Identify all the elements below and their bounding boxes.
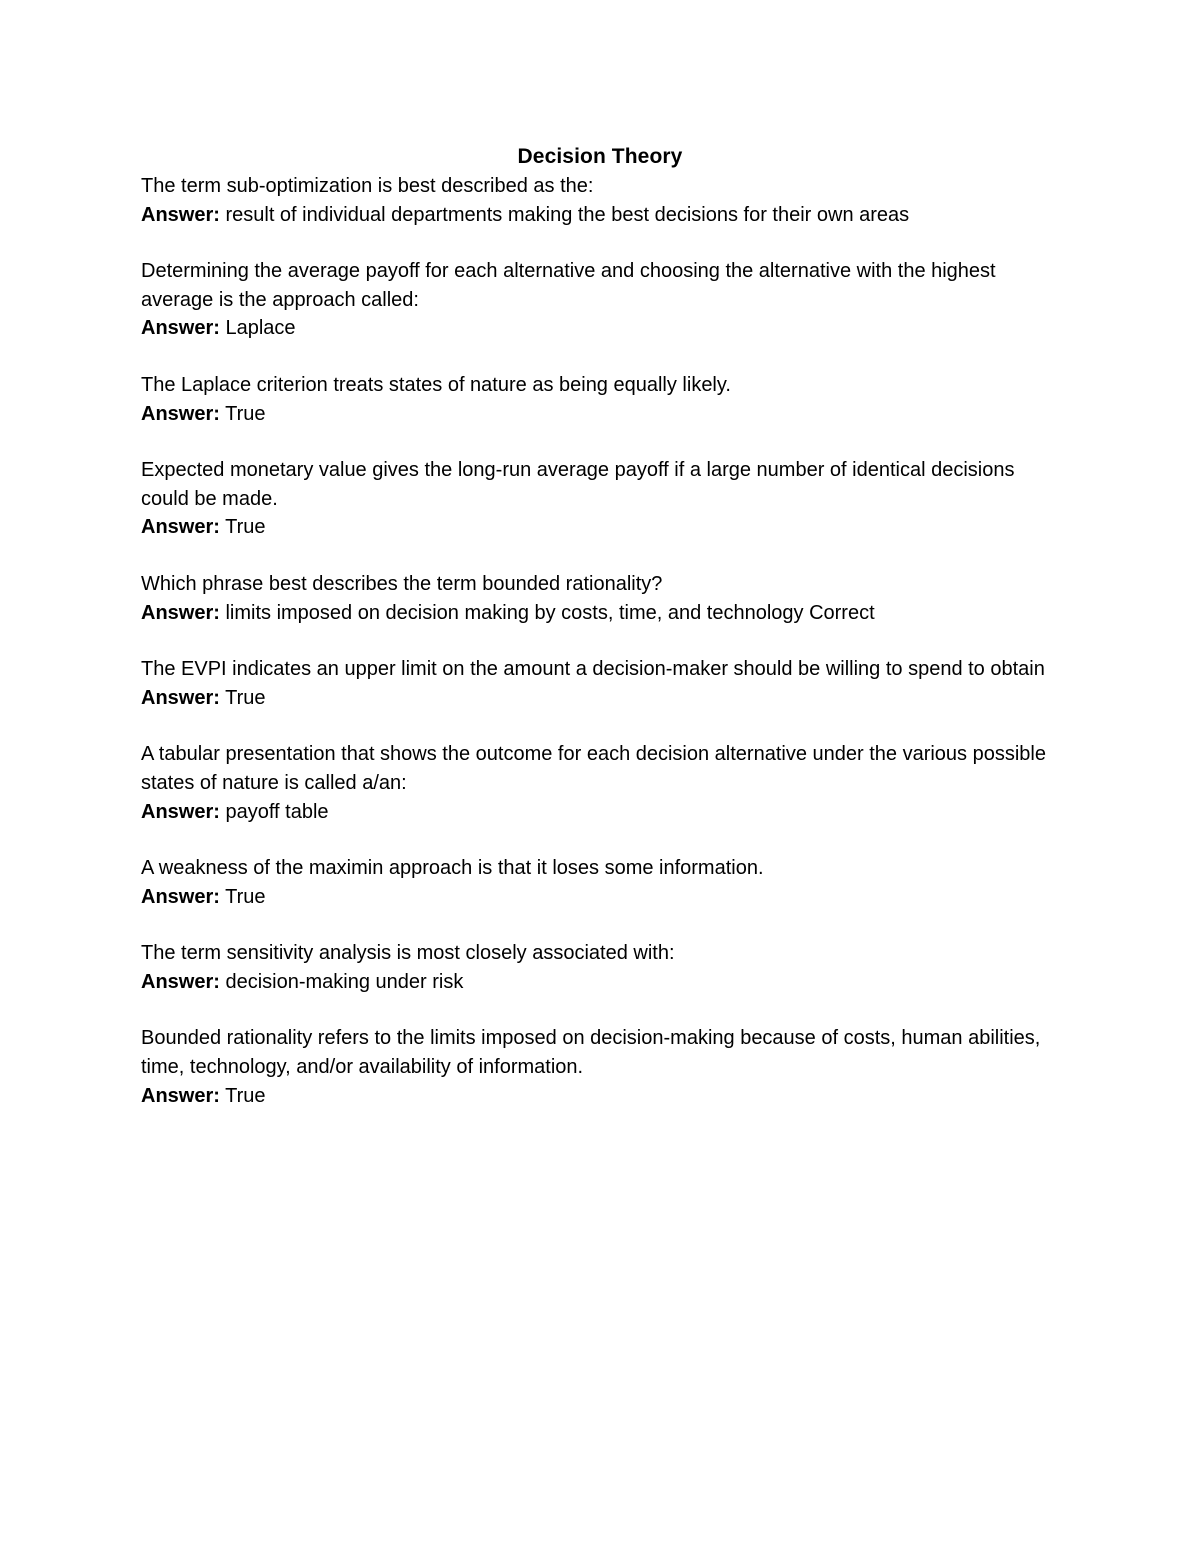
question-text: Bounded rationality refers to the limits imposed on decision-making because of costs, human abilities, time, technology, and/or availability of information. xyxy=(141,1027,1041,1079)
answer-label: Answer: xyxy=(141,1084,220,1107)
answer-line xyxy=(141,314,1061,343)
qa-item xyxy=(141,456,1061,542)
answer-text: Laplace xyxy=(225,317,296,340)
qa-item xyxy=(141,371,1061,428)
answer-label: Answer: xyxy=(141,317,220,340)
answer-line xyxy=(141,400,1061,429)
question-text: The term sensitivity analysis is most closely associated with: xyxy=(141,942,675,965)
answer-label: Answer: xyxy=(141,686,220,709)
answer-text: True xyxy=(225,1084,266,1107)
answer-label: Answer: xyxy=(141,402,220,425)
question-text: The term sub-optimization is best described as the: xyxy=(141,175,594,197)
question-text: Which phrase best describes the term bounded rationality? xyxy=(141,572,663,595)
qa-item xyxy=(141,854,1061,911)
answer-line xyxy=(141,513,1061,542)
answer-label: Answer: xyxy=(141,203,220,226)
answer-label: Answer: xyxy=(141,516,220,539)
answer-label: Answer: xyxy=(141,601,220,624)
answer-line xyxy=(141,883,1061,912)
answer-line xyxy=(141,1082,1061,1111)
answer-text: decision-making under risk xyxy=(225,970,464,993)
answer-text: True xyxy=(225,885,266,908)
question-text: Determining the average payoff for each alternative and choosing the alternative with the highest average is the approach called: xyxy=(141,260,996,311)
answer-line xyxy=(141,684,1061,713)
qa-item xyxy=(141,1024,1061,1110)
answer-label: Answer: xyxy=(141,800,220,823)
question-text: Expected monetary value gives the long-run average payoff if a large number of identical decisions could be made. xyxy=(141,459,1015,510)
qa-item xyxy=(141,257,1061,343)
answer-text: result of individual departments making the best decisions for their own areas xyxy=(225,203,910,226)
answer-label: Answer: xyxy=(141,970,220,993)
question-text: The Laplace criterion treats states of nature as being equally likely. xyxy=(141,373,731,396)
answer-text: True xyxy=(225,516,266,539)
question-text: A weakness of the maximin approach is that it loses some information. xyxy=(141,857,764,880)
question-text: A tabular presentation that shows the outcome for each decision alternative under the various possible states of nature is called a/an: xyxy=(141,743,1046,794)
answer-text: True xyxy=(225,402,266,425)
qa-item xyxy=(141,740,1061,826)
qa-item xyxy=(141,939,1061,996)
answer-text: True xyxy=(225,686,266,709)
document-title: Decision Theory xyxy=(517,145,683,168)
document-body xyxy=(141,142,1061,1138)
answer-line xyxy=(141,968,1061,997)
qa-item xyxy=(141,172,1061,229)
answer-text: payoff table xyxy=(225,800,329,823)
qa-item xyxy=(141,570,1061,627)
answer-text: limits imposed on decision making by costs, time, and technology Correct xyxy=(225,601,875,624)
qa-item xyxy=(141,655,1061,712)
answer-label: Answer: xyxy=(141,885,220,908)
answer-line xyxy=(141,201,1061,230)
answer-line xyxy=(141,798,1061,827)
answer-line xyxy=(141,599,1061,628)
question-text: The EVPI indicates an upper limit on the amount a decision-maker should be willing to spend to obtain xyxy=(141,658,1045,681)
